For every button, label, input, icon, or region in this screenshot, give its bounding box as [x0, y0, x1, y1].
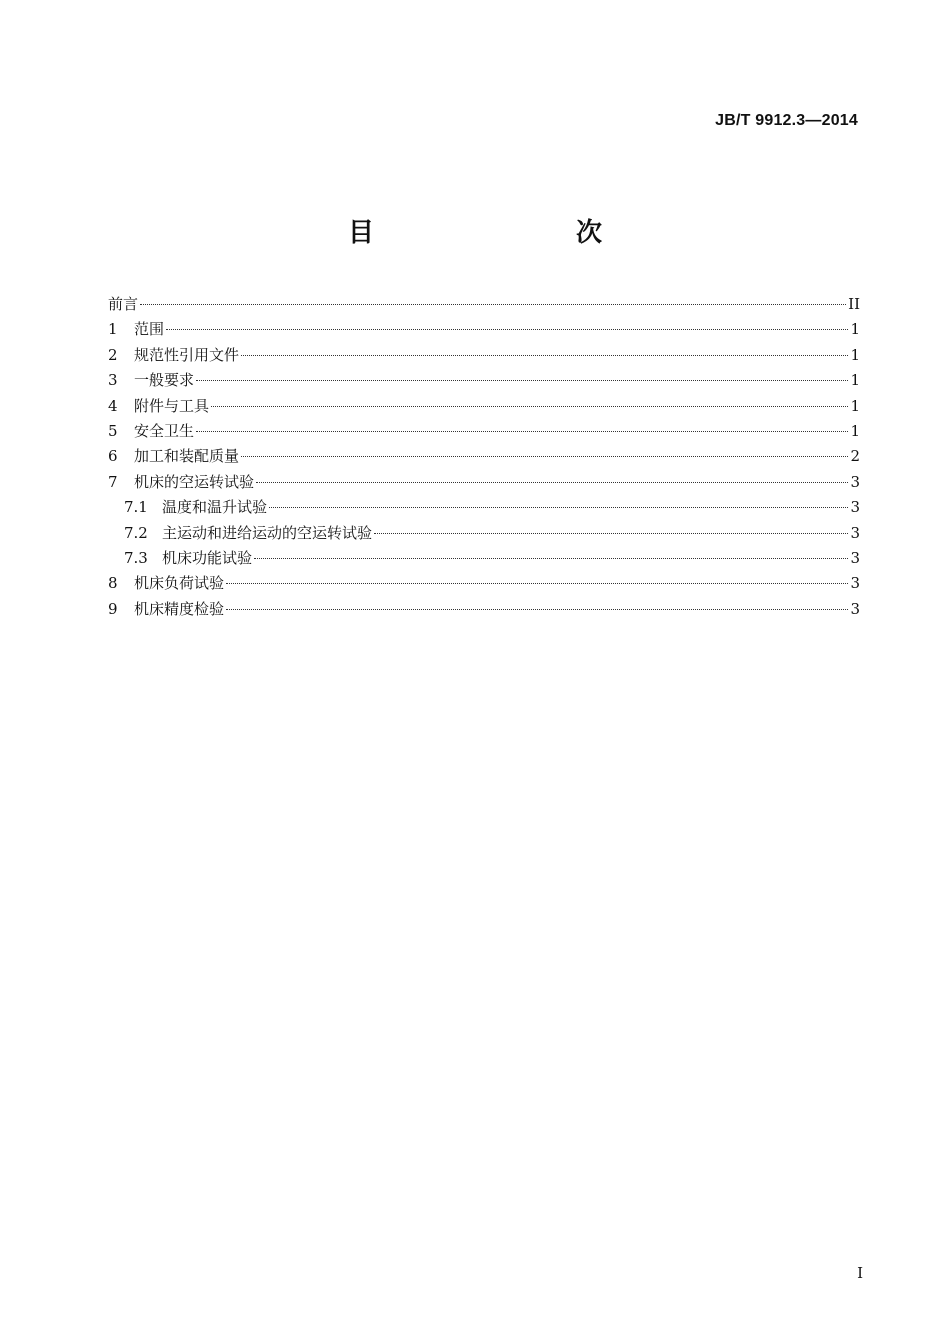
- toc-entry-page: II: [848, 295, 860, 313]
- toc-entry-page: 3: [850, 472, 860, 491]
- standard-code: JB/T 9912.3—2014: [715, 112, 858, 129]
- toc-entry-page: 1: [850, 345, 860, 364]
- toc-entry-page: 1: [850, 396, 860, 415]
- toc-entry-6[interactable]: [108, 444, 860, 469]
- dot-leader: [226, 609, 848, 610]
- toc-entry-label: 机床精度检验: [134, 599, 225, 618]
- toc-entry-7-2[interactable]: [108, 521, 860, 546]
- dot-leader: [374, 533, 848, 534]
- toc-entry-label: 范围: [134, 320, 165, 339]
- dot-leader: [241, 456, 848, 457]
- table-of-contents: [108, 292, 860, 622]
- toc-entry-label: 主运动和进给运动的空运转试验: [162, 523, 373, 542]
- toc-entry-3[interactable]: [108, 368, 860, 393]
- toc-entry-4[interactable]: [108, 394, 860, 419]
- toc-entry-label: 机床功能试验: [162, 548, 253, 567]
- toc-entry-label: 一般要求: [134, 371, 195, 390]
- toc-entry-page: 3: [850, 599, 860, 618]
- toc-entry-number: 9: [108, 599, 118, 618]
- dot-leader: [254, 558, 848, 559]
- toc-entry-number: 6: [108, 447, 118, 466]
- dot-leader: [196, 431, 848, 432]
- toc-entry-label: 安全卫生: [134, 421, 195, 440]
- page-number: I: [857, 1264, 863, 1282]
- toc-entry-page: 1: [850, 421, 860, 440]
- dot-leader: [256, 482, 848, 483]
- toc-entry-9[interactable]: [108, 597, 860, 622]
- toc-entry-page: 1: [850, 320, 860, 339]
- toc-title: 目 次: [347, 218, 652, 248]
- toc-entry-foreword[interactable]: [108, 292, 860, 317]
- dot-leader: [196, 380, 848, 381]
- toc-entry-number: 4: [108, 396, 118, 415]
- toc-entry-page: 1: [850, 371, 860, 390]
- toc-entry-number: 8: [108, 574, 118, 593]
- toc-entry-number: 3: [108, 371, 118, 390]
- toc-entry-7-1[interactable]: [108, 495, 860, 520]
- toc-entry-page: 3: [850, 498, 860, 517]
- toc-entry-number: 7.2: [124, 523, 148, 542]
- toc-entry-label: 温度和温升试验: [162, 498, 268, 517]
- dot-leader: [211, 406, 848, 407]
- toc-entry-1[interactable]: [108, 317, 860, 342]
- toc-entry-page: 3: [850, 548, 860, 567]
- dot-leader: [140, 304, 846, 305]
- toc-entry-number: 7.1: [124, 498, 148, 517]
- toc-entry-7-3[interactable]: [108, 546, 860, 571]
- toc-entry-7[interactable]: [108, 470, 860, 495]
- dot-leader: [269, 507, 848, 508]
- toc-entry-label: 附件与工具: [134, 396, 210, 415]
- toc-entry-number: 7.3: [124, 548, 148, 567]
- dot-leader: [241, 355, 848, 356]
- toc-entry-2[interactable]: [108, 343, 860, 368]
- toc-entry-label: 规范性引用文件: [134, 345, 240, 364]
- toc-entry-label: 机床负荷试验: [134, 574, 225, 593]
- toc-entry-label: 加工和装配质量: [134, 447, 240, 466]
- toc-entry-page: 3: [850, 574, 860, 593]
- toc-entry-page: 3: [850, 523, 860, 542]
- toc-entry-number: 7: [108, 472, 118, 491]
- toc-entry-label: 机床的空运转试验: [134, 472, 255, 491]
- toc-entry-5[interactable]: [108, 419, 860, 444]
- toc-entry-number: 2: [108, 345, 118, 364]
- toc-entry-number: 5: [108, 421, 118, 440]
- toc-entry-8[interactable]: [108, 571, 860, 596]
- toc-entry-label: 前言: [108, 295, 139, 313]
- dot-leader: [166, 329, 848, 330]
- dot-leader: [226, 583, 848, 584]
- toc-entry-number: 1: [108, 320, 118, 339]
- toc-entry-page: 2: [850, 447, 860, 466]
